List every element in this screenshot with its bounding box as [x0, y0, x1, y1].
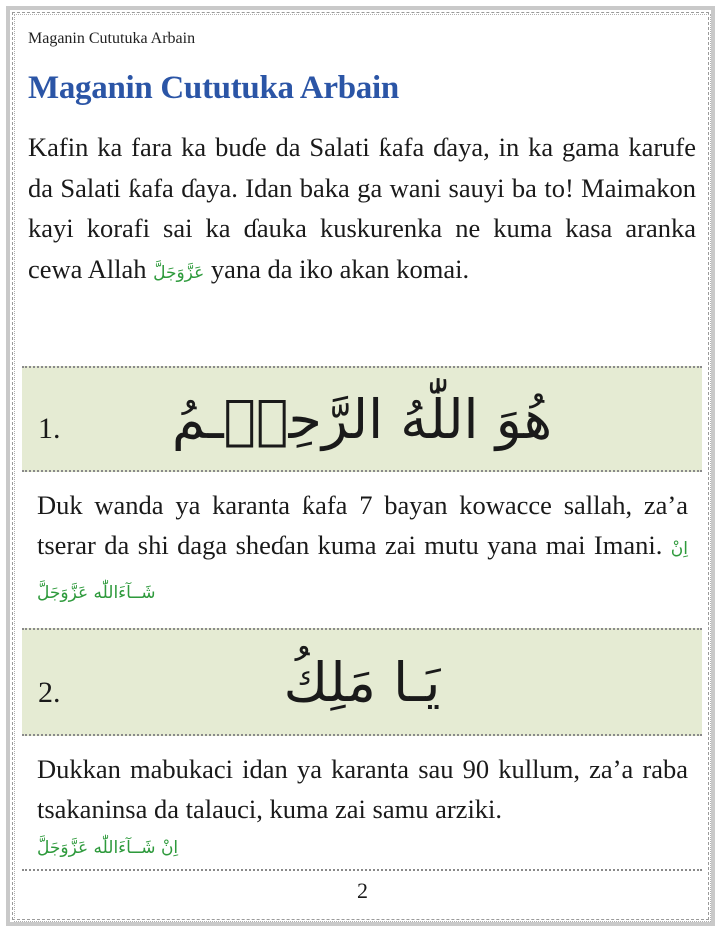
intro-text-before: Kafin ka fara ka buɗe da Salati ƙafa ɗaya, in ka gama karufe da Salati ƙafa ɗaya. Idan baka ga wani sauyi ba to! Maimakon kayi korafi sai ka ɗauka kuskurenka ne kuma kasa aranka cewa Allah	[28, 132, 696, 284]
item-2-number: 2.	[38, 676, 61, 709]
intro-paragraph	[28, 127, 696, 293]
honorific-arabic: عَزَّوَجَلَّ	[153, 262, 205, 283]
page-title: Maganin Cututuka Arbain	[28, 70, 399, 106]
item-1-description-text: Duk wanda ya karanta ƙafa 7 bayan kowacce sallah, za’a tserar da shi daga sheɗan kuma zai mutu yana mai Imani.	[37, 490, 688, 560]
item-1-description	[37, 485, 688, 613]
item-1-band	[22, 366, 702, 472]
item-2-description: Dukkan mabukaci idan ya karanta sau 90 kullum, za’a raba tsakaninsa da talauci, kuma zai samu arziki.	[37, 754, 688, 824]
item-2-inshaallah: اِنْ شَــآءَاللّٰه عَزَّوَجَلَّ	[37, 838, 179, 858]
intro-text-after: yana da iko akan komai.	[204, 253, 470, 284]
running-header: Maganin Cututuka Arbain	[28, 30, 196, 47]
item-2-band	[22, 628, 702, 736]
item-1-inshaallah: اِنْ شَــآءَاللّٰه عَزَّوَجَلَّ	[37, 539, 688, 603]
bottom-divider	[22, 869, 702, 871]
page-number: 2	[357, 878, 368, 903]
item-1-number: 1.	[38, 412, 61, 445]
item-1-arabic: هُوَ اللّٰهُ الرَّحِيۡـمُ	[171, 387, 553, 451]
item-2-arabic: يَـا مَلِكُ	[283, 650, 441, 714]
